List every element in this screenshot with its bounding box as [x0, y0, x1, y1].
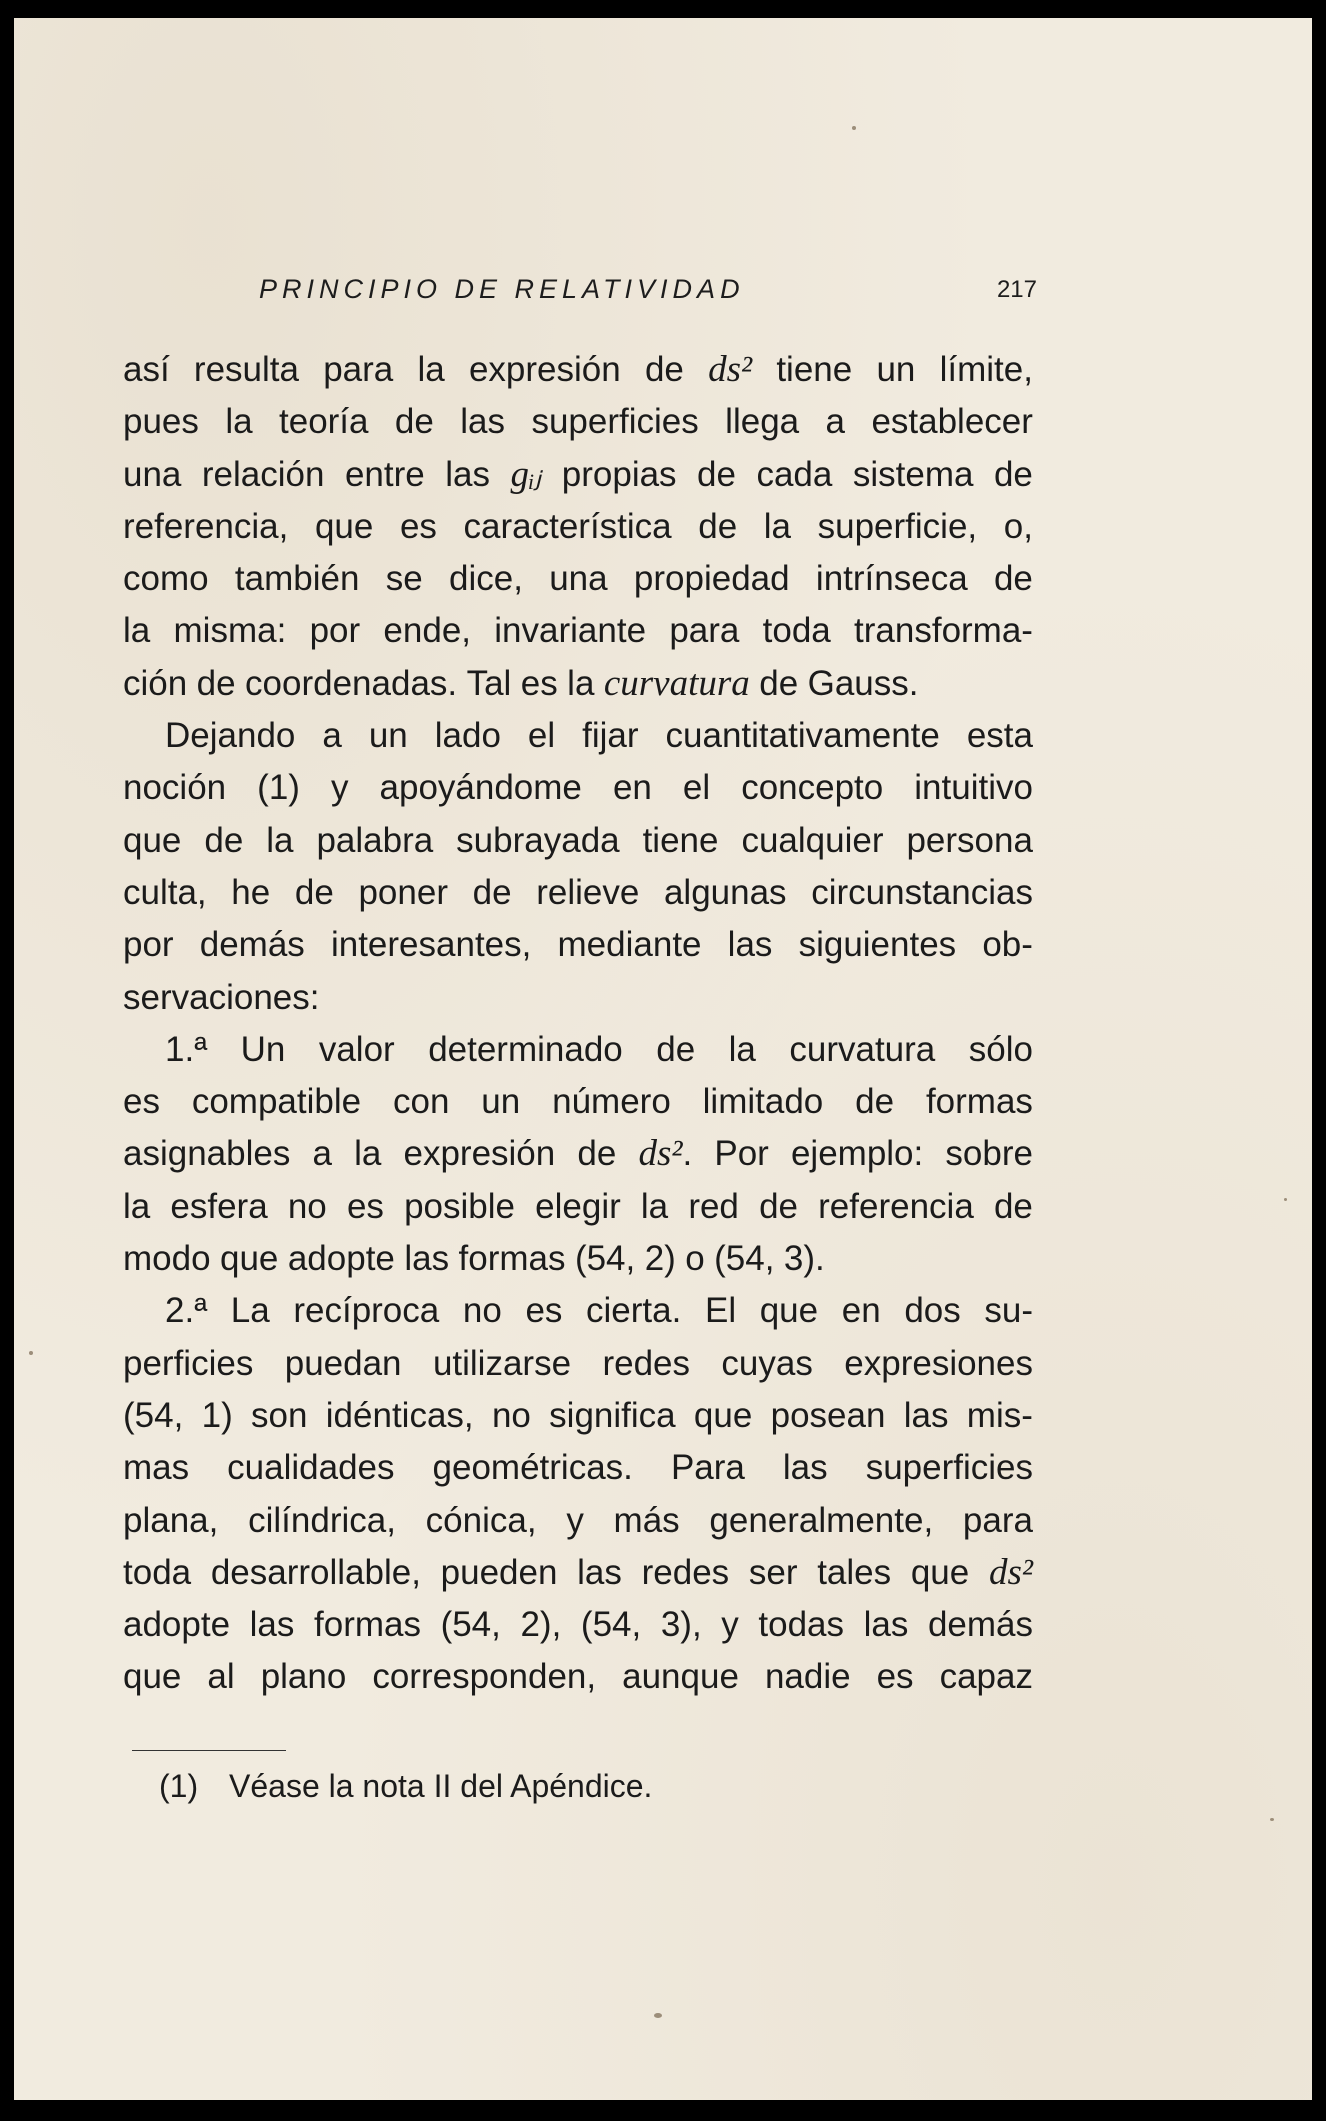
word: pues — [123, 402, 199, 442]
word: demás — [927, 1605, 1033, 1645]
word: tiene — [642, 820, 719, 860]
word: que — [910, 1552, 970, 1592]
word: que — [759, 1291, 819, 1331]
word: es — [346, 1186, 384, 1226]
word: de — [759, 1186, 798, 1226]
text-line — [123, 762, 1033, 814]
word: curvatura — [789, 1029, 936, 1069]
word: noción — [123, 768, 227, 808]
word: invariante — [494, 611, 647, 651]
word: la — [567, 663, 595, 703]
word: adopte — [123, 1605, 231, 1645]
word: formas — [925, 1082, 1033, 1122]
word: de — [993, 1186, 1033, 1226]
word: ción — [123, 663, 188, 703]
word: dice, — [448, 559, 523, 599]
word: entre — [344, 454, 425, 494]
word: las — [577, 1552, 622, 1592]
word: mediante — [557, 925, 702, 965]
text-line — [123, 1181, 1033, 1233]
footnote-mark: (1) — [159, 1768, 199, 1804]
text-line — [123, 867, 1033, 919]
word: fijar — [582, 716, 639, 756]
word: de — [697, 454, 736, 494]
word: valor — [318, 1029, 395, 1069]
word: superficie, — [817, 506, 978, 546]
word: o, — [1003, 506, 1033, 546]
word: nadie — [764, 1657, 851, 1697]
word: propiedad — [633, 559, 790, 599]
word: un — [876, 350, 916, 389]
word: el — [527, 716, 556, 756]
word: la — [354, 1134, 382, 1174]
word: cuyas — [721, 1343, 813, 1383]
word: (54, — [714, 1239, 775, 1279]
word: de — [698, 506, 738, 546]
word: una — [549, 559, 608, 599]
word: poner — [358, 872, 448, 912]
word: un — [481, 1082, 521, 1122]
word: La — [230, 1291, 270, 1331]
word: para — [669, 611, 740, 651]
word: plana, — [123, 1500, 219, 1540]
word: (54, — [440, 1605, 501, 1645]
word: la — [266, 820, 294, 860]
word: Gauss. — [807, 663, 919, 703]
word: en — [612, 768, 652, 808]
word: 3), — [660, 1605, 702, 1645]
text-line — [123, 1128, 1033, 1180]
footnote — [159, 1768, 652, 1805]
word: de — [294, 872, 334, 912]
word: posible — [404, 1186, 515, 1226]
word: 2.ª — [165, 1291, 208, 1331]
word: 1) — [201, 1395, 233, 1435]
math-term: ds² — [708, 349, 753, 390]
word: relieve — [536, 872, 640, 912]
text-line — [123, 605, 1033, 657]
text-line — [123, 710, 1033, 762]
word: siguientes — [798, 925, 957, 965]
word: la — [123, 611, 151, 651]
word: referencia — [818, 1186, 974, 1226]
word: persona — [906, 820, 1033, 860]
text-line — [123, 449, 1033, 501]
word: en — [841, 1291, 881, 1331]
word: que — [123, 820, 182, 860]
text-line — [123, 1599, 1033, 1651]
word: la — [640, 1186, 669, 1226]
word: significa — [549, 1395, 676, 1435]
word: superficies — [865, 1448, 1033, 1488]
word: la — [728, 1029, 756, 1069]
word: ob- — [982, 925, 1033, 965]
word: plano — [260, 1657, 347, 1697]
word: 2) — [644, 1239, 676, 1279]
word: se — [385, 559, 423, 599]
text-line — [123, 972, 1033, 1024]
word: y — [721, 1605, 739, 1645]
word: red — [688, 1186, 739, 1226]
word: número — [552, 1082, 671, 1122]
word: pueden — [440, 1552, 558, 1592]
word: circunstancias — [811, 872, 1033, 912]
word: así — [123, 350, 170, 389]
word: formas — [314, 1605, 421, 1645]
word: intrínseca — [815, 559, 968, 599]
running-title: PRINCIPIO DE RELATIVIDAD — [259, 274, 745, 304]
word: una — [123, 454, 182, 494]
word: redes — [641, 1552, 730, 1592]
word: las — [903, 1395, 949, 1435]
word: sólo — [968, 1029, 1033, 1069]
word: al — [207, 1657, 235, 1697]
word: dos — [904, 1291, 961, 1331]
word: relación — [201, 454, 325, 494]
word: coordenadas. — [245, 663, 458, 703]
word: un — [368, 716, 408, 756]
text-line — [123, 658, 1033, 710]
word: perficies — [123, 1343, 254, 1383]
word: las — [782, 1448, 828, 1488]
word: toda — [762, 611, 831, 651]
word: cónica, — [425, 1500, 537, 1540]
text-line — [123, 1233, 1033, 1285]
word: asignables — [123, 1134, 291, 1174]
word: de — [204, 820, 244, 860]
word: utilizarse — [432, 1343, 572, 1383]
word: determinado — [428, 1029, 623, 1069]
word: 1.ª — [165, 1029, 208, 1069]
word: Dejando — [165, 716, 296, 756]
word: modo — [123, 1239, 211, 1279]
word: he — [231, 872, 271, 912]
word: servaciones: — [123, 977, 320, 1017]
word: es — [525, 1291, 563, 1331]
word: de — [472, 872, 512, 912]
word: cualquier — [741, 820, 884, 860]
word: las — [863, 1605, 909, 1645]
word: culta, — [123, 872, 207, 912]
word: sobre — [945, 1134, 1033, 1174]
word: las — [727, 925, 773, 965]
word: son — [251, 1395, 308, 1435]
word: las — [460, 402, 506, 442]
word: de — [656, 1029, 696, 1069]
text-line — [123, 396, 1033, 448]
word: a — [312, 1134, 332, 1174]
word: algunas — [663, 872, 787, 912]
word: y — [566, 1500, 584, 1540]
word: por — [309, 611, 361, 651]
word: de — [993, 454, 1033, 494]
word: que — [220, 1239, 279, 1279]
text-line — [123, 344, 1033, 396]
word: cuantitativamente — [665, 716, 940, 756]
word: ende, — [383, 611, 472, 651]
word: la — [763, 506, 792, 546]
word: tiene — [776, 350, 853, 389]
word: que — [123, 1657, 182, 1697]
word: teoría — [279, 402, 369, 442]
word: idénticas, — [325, 1395, 474, 1435]
word: es — [399, 506, 437, 546]
word: es — [123, 1082, 160, 1122]
word: de — [759, 663, 799, 703]
word: generalmente, — [709, 1500, 934, 1540]
text-line — [123, 1076, 1033, 1128]
math-term: ds². — [638, 1133, 693, 1175]
word: (1) — [257, 768, 300, 808]
text-line — [123, 553, 1033, 605]
word: superficies — [531, 402, 699, 442]
word: de — [196, 663, 236, 703]
running-header — [259, 258, 1037, 308]
word: Tal — [466, 663, 512, 703]
word: recíproca — [293, 1291, 440, 1331]
word: de — [394, 402, 434, 442]
word: (54, — [123, 1395, 184, 1435]
word: límite, — [939, 350, 1033, 389]
math-term: ds² — [988, 1551, 1033, 1593]
word: llega — [725, 402, 800, 442]
word: (54, — [574, 1239, 636, 1279]
word: que — [693, 1395, 753, 1435]
word: para — [323, 350, 394, 389]
word: mas — [123, 1448, 190, 1488]
word: cilíndrica, — [248, 1500, 396, 1540]
text-line — [123, 1651, 1033, 1703]
word: 2), — [520, 1605, 562, 1645]
word: no — [491, 1395, 531, 1435]
word: expresiones — [844, 1343, 1033, 1383]
word: su- — [984, 1291, 1033, 1331]
word: puedan — [284, 1343, 402, 1383]
word: capaz — [939, 1657, 1033, 1697]
word: es — [876, 1657, 914, 1697]
word: propias — [561, 454, 677, 494]
word: expresión — [468, 350, 621, 389]
word: a — [825, 402, 846, 442]
word: Por — [714, 1134, 769, 1174]
word: concepto — [741, 768, 884, 808]
word: de — [644, 350, 684, 389]
word: el — [682, 768, 711, 808]
word: más — [613, 1500, 680, 1540]
word: Para — [670, 1448, 745, 1488]
word: subrayada — [456, 820, 620, 860]
word: demás — [199, 925, 305, 965]
text-line — [123, 1442, 1033, 1494]
text-line — [123, 919, 1033, 971]
word: también — [234, 559, 360, 599]
word: redes — [602, 1343, 691, 1383]
word: para — [962, 1500, 1033, 1540]
word: misma: — [173, 611, 287, 651]
word: elegir — [535, 1186, 621, 1226]
word: como — [123, 559, 209, 599]
word: característica — [463, 506, 672, 546]
page-number: 217 — [996, 276, 1037, 303]
word: a — [322, 716, 342, 756]
word: cualidades — [227, 1448, 395, 1488]
word: las — [249, 1605, 295, 1645]
word: no — [287, 1186, 327, 1226]
word: las — [404, 1239, 450, 1279]
word: resulta — [193, 350, 299, 389]
word: la — [123, 1186, 151, 1226]
word: por — [123, 925, 174, 965]
body-text — [123, 344, 1033, 1704]
word: ser — [748, 1552, 798, 1592]
math-term: curvatura — [603, 662, 750, 704]
word: que — [314, 506, 374, 546]
word: desarrollable, — [210, 1552, 421, 1592]
word: cada — [756, 454, 833, 494]
word: expresión — [403, 1134, 556, 1174]
footnote-rule — [132, 1750, 286, 1751]
word: no — [462, 1291, 502, 1331]
word: lado — [434, 716, 501, 756]
word: o — [685, 1239, 705, 1279]
word: es — [520, 663, 558, 703]
word: El — [704, 1291, 737, 1331]
word: compatible — [191, 1082, 362, 1122]
word: interesantes, — [330, 925, 532, 965]
word: intuitivo — [914, 768, 1033, 808]
word: esfera — [170, 1186, 268, 1226]
word: toda — [123, 1552, 192, 1592]
word: geométricas. — [432, 1448, 633, 1488]
word: de — [577, 1134, 617, 1174]
word: cierta. — [586, 1291, 682, 1331]
footnote-text: Véase la nota II del Apéndice. — [229, 1768, 653, 1804]
word: 3). — [783, 1239, 825, 1279]
word: aunque — [622, 1657, 739, 1697]
word: con — [392, 1082, 450, 1122]
text-line — [123, 501, 1033, 553]
word: formas — [458, 1239, 566, 1279]
word: todas — [758, 1605, 844, 1645]
text-line — [123, 1495, 1033, 1547]
word: establecer — [871, 402, 1033, 442]
text-line — [123, 1285, 1033, 1337]
word: Un — [240, 1029, 286, 1069]
word: esta — [966, 716, 1033, 756]
word: y — [330, 768, 349, 808]
math-term: gᵢⱼ — [510, 453, 542, 495]
word: palabra — [316, 820, 434, 860]
word: ejemplo: — [790, 1134, 924, 1174]
word: tales — [817, 1552, 892, 1592]
word: mis- — [966, 1395, 1033, 1435]
text-line — [123, 1390, 1033, 1442]
word: adopte — [287, 1239, 395, 1279]
word: posean — [770, 1395, 886, 1435]
word: apoyándome — [379, 768, 582, 808]
word: las — [445, 454, 490, 494]
book-page — [14, 18, 1312, 2100]
word: referencia, — [123, 506, 289, 546]
text-line — [123, 1024, 1033, 1076]
text-line — [123, 1547, 1033, 1599]
word: (54, — [580, 1605, 642, 1645]
word: transforma- — [854, 611, 1033, 651]
word: corresponden, — [372, 1657, 597, 1697]
word: limitado — [702, 1082, 824, 1122]
word: de — [855, 1082, 895, 1122]
word: la — [417, 350, 445, 389]
word: sistema — [852, 454, 974, 494]
text-line — [123, 1338, 1033, 1390]
text-line — [123, 815, 1033, 867]
word: de — [993, 559, 1033, 599]
word: la — [225, 402, 253, 442]
